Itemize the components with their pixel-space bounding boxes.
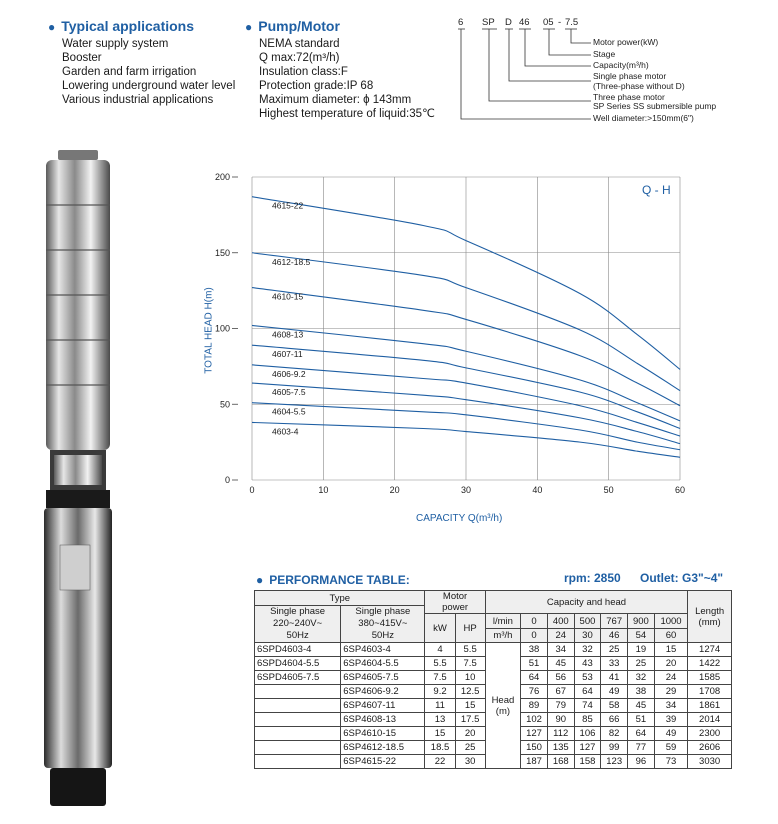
list-item: Q max:72(m³/h) bbox=[259, 52, 340, 64]
head-value-cell: 106 bbox=[574, 727, 601, 741]
kw-cell: 18.5 bbox=[425, 741, 455, 755]
head-value-cell: 90 bbox=[547, 713, 574, 727]
pump-illustration bbox=[28, 150, 128, 810]
head-value-cell: 25 bbox=[628, 657, 655, 671]
type-header: Type bbox=[255, 591, 425, 606]
m3h-header: m³/h bbox=[485, 629, 521, 643]
single-phase-model-cell bbox=[255, 713, 341, 727]
lmin-cell: 900 bbox=[628, 614, 655, 629]
single-phase-model-cell: 6SPD4604-5.5 bbox=[255, 657, 341, 671]
m3h-cell: 24 bbox=[547, 629, 574, 643]
head-value-cell: 51 bbox=[628, 713, 655, 727]
head-value-cell: 64 bbox=[628, 727, 655, 741]
x-tick-label: 10 bbox=[318, 485, 329, 495]
bullet-icon: ● bbox=[245, 20, 253, 34]
three-phase-model-cell: 6SP4610-15 bbox=[341, 727, 425, 741]
length-cell: 1708 bbox=[688, 685, 732, 699]
y-tick-label: 150 bbox=[214, 247, 230, 258]
head-value-cell: 64 bbox=[574, 685, 601, 699]
code-meaning-stage: Stage bbox=[593, 49, 616, 59]
head-value-cell: 51 bbox=[521, 657, 548, 671]
length-cell: 1422 bbox=[688, 657, 732, 671]
head-value-cell: 41 bbox=[601, 671, 628, 685]
kw-cell: 9.2 bbox=[425, 685, 455, 699]
hp-cell: 10 bbox=[455, 671, 485, 685]
series-label: 4612-18.5 bbox=[272, 256, 311, 267]
lmin-cell: 767 bbox=[601, 614, 628, 629]
x-tick-label: 30 bbox=[460, 485, 472, 495]
three-phase-model-cell: 6SP4604-5.5 bbox=[341, 657, 425, 671]
code-meaning-series: SP Series SS submersible pump bbox=[593, 101, 717, 111]
series-label: 4610-15 bbox=[272, 291, 304, 302]
model-code-diagram bbox=[455, 15, 755, 130]
code-part-series: SP bbox=[482, 17, 495, 28]
three-phase-label: Single phase bbox=[355, 606, 411, 617]
kw-cell: 11 bbox=[425, 699, 455, 713]
length-header bbox=[688, 591, 732, 643]
head-value-cell: 38 bbox=[521, 643, 548, 657]
lmin-cell: 400 bbox=[547, 614, 574, 629]
length-cell: 1274 bbox=[688, 643, 732, 657]
head-value-cell: 85 bbox=[574, 713, 601, 727]
lmin-cell: 1000 bbox=[654, 614, 687, 629]
head-value-cell: 49 bbox=[601, 685, 628, 699]
series-label: 4615-22 bbox=[272, 200, 304, 211]
m3h-cell: 0 bbox=[521, 629, 548, 643]
head-value-cell: 79 bbox=[547, 699, 574, 713]
head-value-cell: 89 bbox=[521, 699, 548, 713]
head-value-cell: 150 bbox=[521, 741, 548, 755]
performance-table-body bbox=[255, 643, 732, 769]
capacity-header: Capacity and head bbox=[485, 591, 688, 614]
three-phase-model-cell: 6SP4603-4 bbox=[341, 643, 425, 657]
performance-header bbox=[256, 571, 736, 587]
kw-cell: 13 bbox=[425, 713, 455, 727]
rpm-label: rpm: 2850 bbox=[564, 571, 621, 585]
head-value-cell: 158 bbox=[574, 755, 601, 769]
head-value-cell: 19 bbox=[628, 643, 655, 657]
head-value-cell: 32 bbox=[628, 671, 655, 685]
head-unit-cell bbox=[485, 643, 521, 769]
head-value-cell: 20 bbox=[654, 657, 687, 671]
head-value-cell: 96 bbox=[628, 755, 655, 769]
x-axis-label: CAPACITY Q(m³/h) bbox=[416, 513, 503, 524]
single-phase-model-cell bbox=[255, 741, 341, 755]
lmin-header: l/min bbox=[485, 614, 521, 629]
code-meaning-three-phase-note: (Three-phase without D) bbox=[593, 81, 685, 91]
single-phase-model-cell: 6SPD4605-7.5 bbox=[255, 671, 341, 685]
kw-cell: 7.5 bbox=[425, 671, 455, 685]
hp-cell: 5.5 bbox=[455, 643, 485, 657]
head-value-cell: 168 bbox=[547, 755, 574, 769]
qh-chart-svg bbox=[190, 165, 710, 535]
kw-header: kW bbox=[425, 614, 455, 643]
list-item: Various industrial applications bbox=[62, 94, 214, 106]
head-value-cell: 34 bbox=[547, 643, 574, 657]
x-tick-label: 0 bbox=[249, 485, 255, 495]
m3h-cell: 54 bbox=[628, 629, 655, 643]
three-phase-model-cell: 6SP4612-18.5 bbox=[341, 741, 425, 755]
hp-cell: 15 bbox=[455, 699, 485, 713]
motor-header-text: Motor bbox=[442, 591, 468, 602]
three-phase-model-cell: 6SP4615-22 bbox=[341, 755, 425, 769]
code-meaning-capacity: Capacity(m³/h) bbox=[593, 60, 649, 70]
single-phase-label: Single phase bbox=[270, 606, 326, 617]
code-meaning-well: Well diameter:>150mm(6") bbox=[593, 113, 694, 123]
three-phase-voltage: 380~415V~ bbox=[358, 618, 408, 629]
head-value-cell: 53 bbox=[574, 671, 601, 685]
length-cell: 1861 bbox=[688, 699, 732, 713]
head-value-cell: 76 bbox=[521, 685, 548, 699]
chart-title: Q - H bbox=[642, 183, 671, 197]
kw-cell: 22 bbox=[425, 755, 455, 769]
code-part-phase: D bbox=[505, 17, 512, 28]
list-item: Insulation class:F bbox=[259, 66, 348, 78]
list-item: Protection grade:IP 68 bbox=[259, 80, 374, 92]
bullet-icon: ● bbox=[48, 20, 56, 34]
head-value-cell: 135 bbox=[547, 741, 574, 755]
performance-title: PERFORMANCE TABLE: bbox=[269, 573, 410, 587]
motor-power-header bbox=[425, 591, 485, 614]
list-item: Water supply system bbox=[62, 38, 169, 50]
hp-header: HP bbox=[455, 614, 485, 643]
series-label: 4605-7.5 bbox=[272, 387, 306, 398]
code-part-capacity: 46 bbox=[519, 17, 530, 28]
list-item: Highest temperature of liquid:35℃ bbox=[259, 108, 435, 120]
single-phase-header bbox=[255, 606, 341, 643]
head-value-cell: 59 bbox=[654, 741, 687, 755]
three-phase-hz: 50Hz bbox=[371, 630, 394, 641]
head-value-cell: 66 bbox=[601, 713, 628, 727]
hp-cell: 17.5 bbox=[455, 713, 485, 727]
code-meaning-three-phase: Three phase motor bbox=[593, 92, 665, 102]
length-unit-text: (mm) bbox=[698, 616, 721, 628]
m3h-cell: 60 bbox=[654, 629, 687, 643]
hp-cell: 20 bbox=[455, 727, 485, 741]
y-tick-label: 100 bbox=[214, 323, 230, 334]
head-value-cell: 25 bbox=[601, 643, 628, 657]
length-cell: 1585 bbox=[688, 671, 732, 685]
length-cell: 2014 bbox=[688, 713, 732, 727]
single-phase-model-cell bbox=[255, 685, 341, 699]
three-phase-model-cell: 6SP4608-13 bbox=[341, 713, 425, 727]
single-phase-voltage: 220~240V~ bbox=[273, 618, 323, 629]
head-value-cell: 38 bbox=[628, 685, 655, 699]
list-item: Lowering underground water level bbox=[62, 80, 236, 92]
series-label: 4604-5.5 bbox=[272, 406, 306, 417]
list-item: NEMA standard bbox=[259, 38, 340, 50]
list-item: Maximum diameter: ϕ 143mm bbox=[259, 94, 412, 106]
head-value-cell: 123 bbox=[601, 755, 628, 769]
three-phase-model-cell: 6SP4606-9.2 bbox=[341, 685, 425, 699]
single-phase-model-cell: 6SPD4603-4 bbox=[255, 643, 341, 657]
code-part-dash: - bbox=[558, 17, 562, 28]
series-label: 4607-11 bbox=[272, 349, 303, 360]
y-tick-label: 50 bbox=[219, 399, 230, 410]
applications-section bbox=[48, 18, 268, 107]
head-value-cell: 58 bbox=[601, 699, 628, 713]
m3h-cell: 30 bbox=[574, 629, 601, 643]
code-part-stage: 05 bbox=[543, 17, 554, 28]
head-value-cell: 34 bbox=[654, 699, 687, 713]
code-meaning-motor-power: Motor power(kW) bbox=[593, 37, 659, 47]
pump-motor-heading bbox=[245, 18, 445, 36]
lmin-cell: 500 bbox=[574, 614, 601, 629]
series-label: 4606-9.2 bbox=[272, 368, 306, 379]
series-label: 4608-13 bbox=[272, 329, 304, 340]
outlet-label: Outlet: G3"~4" bbox=[640, 571, 724, 585]
x-tick-label: 60 bbox=[674, 485, 686, 495]
lmin-cell: 0 bbox=[521, 614, 548, 629]
y-tick-label: 0 bbox=[224, 475, 230, 485]
list-item: Booster bbox=[62, 52, 102, 64]
kw-cell: 4 bbox=[425, 643, 455, 657]
hp-cell: 7.5 bbox=[455, 657, 485, 671]
x-tick-label: 20 bbox=[389, 485, 400, 495]
head-value-cell: 29 bbox=[654, 685, 687, 699]
head-value-cell: 127 bbox=[574, 741, 601, 755]
head-value-cell: 102 bbox=[521, 713, 548, 727]
length-header-text: Length bbox=[695, 605, 725, 617]
length-cell: 3030 bbox=[688, 755, 732, 769]
head-value-cell: 43 bbox=[574, 657, 601, 671]
head-value-cell: 73 bbox=[654, 755, 687, 769]
y-tick-label: 200 bbox=[214, 172, 230, 182]
hp-cell: 25 bbox=[455, 741, 485, 755]
three-phase-model-cell: 6SP4607-11 bbox=[341, 699, 425, 713]
head-value-cell: 74 bbox=[574, 699, 601, 713]
single-phase-model-cell bbox=[255, 755, 341, 769]
head-value-cell: 24 bbox=[654, 671, 687, 685]
table-row bbox=[255, 643, 732, 657]
performance-table bbox=[254, 590, 732, 769]
code-part-well: 6 bbox=[458, 17, 464, 28]
length-cell: 2606 bbox=[688, 741, 732, 755]
applications-title: Typical applications bbox=[61, 18, 195, 34]
three-phase-header bbox=[341, 606, 425, 643]
single-phase-model-cell bbox=[255, 699, 341, 713]
single-phase-hz: 50Hz bbox=[286, 630, 309, 641]
head-value-cell: 49 bbox=[654, 727, 687, 741]
head-unit-label: (m) bbox=[495, 705, 511, 717]
hp-cell: 12.5 bbox=[455, 685, 485, 699]
kw-cell: 15 bbox=[425, 727, 455, 741]
head-value-cell: 15 bbox=[654, 643, 687, 657]
x-tick-label: 50 bbox=[603, 485, 614, 495]
list-item: Garden and farm irrigation bbox=[62, 66, 197, 78]
three-phase-model-cell: 6SP4605-7.5 bbox=[341, 671, 425, 685]
head-value-cell: 56 bbox=[547, 671, 574, 685]
pump-motor-title: Pump/Motor bbox=[258, 18, 340, 34]
single-phase-model-cell bbox=[255, 727, 341, 741]
head-value-cell: 33 bbox=[601, 657, 628, 671]
head-value-cell: 82 bbox=[601, 727, 628, 741]
code-meaning-single-phase: Single phase motor bbox=[593, 71, 667, 81]
head-value-cell: 77 bbox=[628, 741, 655, 755]
qh-chart bbox=[190, 165, 710, 535]
x-tick-label: 40 bbox=[532, 485, 543, 495]
head-value-cell: 67 bbox=[547, 685, 574, 699]
y-axis-label: TOTAL HEAD H(m) bbox=[203, 287, 215, 374]
head-value-cell: 45 bbox=[547, 657, 574, 671]
length-cell: 2300 bbox=[688, 727, 732, 741]
head-value-cell: 32 bbox=[574, 643, 601, 657]
applications-list bbox=[62, 37, 268, 107]
hp-cell: 30 bbox=[455, 755, 485, 769]
head-value-cell: 64 bbox=[521, 671, 548, 685]
head-value-cell: 99 bbox=[601, 741, 628, 755]
head-value-cell: 112 bbox=[547, 727, 574, 741]
m3h-cell: 46 bbox=[601, 629, 628, 643]
code-part-power: 7.5 bbox=[565, 17, 579, 28]
bullet-icon: ● bbox=[256, 573, 264, 587]
head-label: Head bbox=[491, 694, 515, 706]
kw-cell: 5.5 bbox=[425, 657, 455, 671]
head-value-cell: 45 bbox=[628, 699, 655, 713]
head-value-cell: 127 bbox=[521, 727, 548, 741]
power-header-text: power bbox=[442, 602, 469, 613]
pump-motor-list bbox=[259, 37, 445, 121]
pump-motor-section bbox=[245, 18, 445, 121]
series-label: 4603-4 bbox=[272, 426, 299, 437]
head-value-cell: 187 bbox=[521, 755, 548, 769]
applications-heading bbox=[48, 18, 268, 36]
head-value-cell: 39 bbox=[654, 713, 687, 727]
